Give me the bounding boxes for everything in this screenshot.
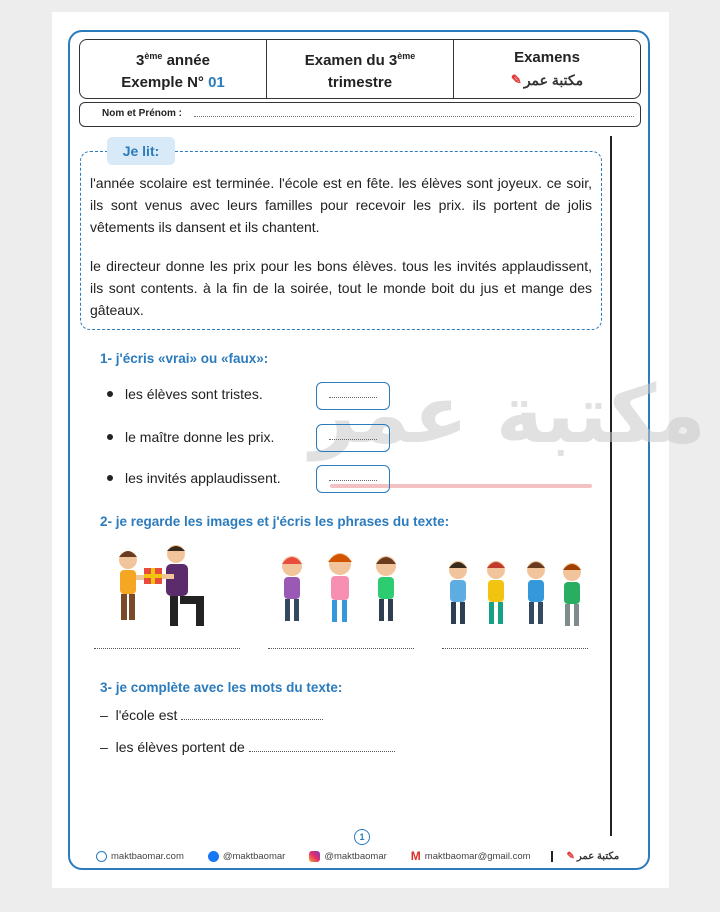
answer-dots bbox=[329, 439, 377, 440]
exam-title-text: Examen du 3 bbox=[304, 51, 398, 69]
bullet-icon bbox=[107, 391, 113, 397]
completion-text-2: les élèves portent de bbox=[115, 739, 245, 755]
completion-text-1: l'école est bbox=[115, 707, 178, 723]
email-text: maktbaomar@gmail.com bbox=[424, 850, 531, 862]
statement-3: les invités applaudissent. bbox=[125, 470, 281, 486]
gmail-icon: M bbox=[410, 849, 421, 863]
pen-icon: ✎ bbox=[510, 72, 522, 87]
footer-logo bbox=[567, 851, 620, 862]
true-false-item bbox=[107, 429, 274, 445]
gift-box bbox=[144, 568, 162, 584]
reading-paragraph-2: le directeur donne les prix pour les bons élèves. tous les invités applaudissent, ils sont contents. à la fin de la soirée, tout le monde boit du jus et mange des gâteaux. bbox=[90, 258, 592, 318]
exam-title-sup: ème bbox=[397, 50, 416, 61]
footer-email[interactable] bbox=[411, 849, 531, 863]
exam-header bbox=[79, 39, 641, 99]
image-happy-kids bbox=[272, 548, 412, 628]
footer-separator bbox=[551, 851, 553, 862]
name-dotted-line bbox=[194, 116, 634, 117]
footer-logo-text: مكتبة عمر bbox=[576, 850, 620, 862]
reading-tag: Je lit: bbox=[107, 137, 175, 165]
bullet-icon bbox=[107, 434, 113, 440]
website-text: maktbaomar.com bbox=[111, 850, 184, 862]
image-answer-line-2[interactable] bbox=[268, 648, 414, 649]
example-number: 01 bbox=[208, 73, 225, 91]
page-number: 1 bbox=[354, 829, 370, 845]
kid-a bbox=[449, 561, 467, 624]
true-false-item bbox=[107, 470, 281, 486]
true-false-item bbox=[107, 386, 263, 402]
question-3-title: 3- je complète avec les mots du texte: bbox=[100, 680, 343, 695]
pen-icon: ✎ bbox=[566, 850, 575, 862]
kid-1 bbox=[282, 556, 302, 621]
exam-title bbox=[305, 45, 416, 72]
facebook-text: @maktbaomar bbox=[222, 850, 286, 862]
question-1-title: 1- j'écris «vrai» ou «faux»: bbox=[100, 351, 269, 366]
kid-c bbox=[527, 561, 545, 624]
question-2-title: 2- je regarde les images et j'écris les phrases du texte: bbox=[100, 514, 450, 529]
level-sup: ème bbox=[144, 50, 163, 61]
facebook-icon bbox=[208, 851, 219, 862]
name-field[interactable] bbox=[79, 102, 641, 127]
dash-marker: – bbox=[100, 739, 108, 755]
reading-paragraph-1: l'année scolaire est terminée. l'école est en fête. les élèves sont joyeux. ce soir, ils sont venus avec leurs familles pour recevoir les prix. ils portent de jolis vêtements ils dansent et ils chantent. bbox=[90, 175, 592, 235]
watermark: مكتبة عمر bbox=[310, 368, 706, 461]
answer-box-3[interactable] bbox=[316, 465, 390, 493]
footer-website[interactable] bbox=[96, 851, 184, 862]
image-answer-line-3[interactable] bbox=[442, 648, 588, 649]
kid-d bbox=[563, 563, 581, 626]
exam-title-cell bbox=[267, 40, 454, 98]
statement-2: le maître donne les prix. bbox=[125, 429, 275, 445]
answer-box-2[interactable] bbox=[316, 424, 390, 452]
answer-box-1[interactable] bbox=[316, 382, 390, 410]
kid-b bbox=[487, 561, 505, 624]
brand-logo-text: مكتبة عمر bbox=[523, 72, 584, 88]
instagram-icon bbox=[309, 851, 320, 862]
completion-item-1 bbox=[100, 707, 323, 723]
kid-2 bbox=[328, 553, 352, 622]
image-dancing-kids bbox=[442, 556, 590, 632]
man-figure bbox=[162, 545, 204, 626]
name-label: Nom et Prénom : bbox=[102, 108, 183, 119]
brand-logo bbox=[511, 69, 583, 91]
completion-item-2 bbox=[100, 739, 395, 755]
footer-instagram[interactable] bbox=[309, 851, 386, 862]
answer-dots bbox=[329, 397, 377, 398]
brand-cell bbox=[454, 40, 640, 98]
level-text bbox=[136, 45, 210, 72]
brand-title: Examens bbox=[514, 49, 580, 66]
footer-facebook[interactable] bbox=[208, 851, 285, 862]
dash-marker: – bbox=[100, 707, 108, 723]
bullet-icon bbox=[107, 475, 113, 481]
level-num: 3 bbox=[136, 51, 145, 69]
footer bbox=[96, 848, 626, 864]
example-label: Exemple N° bbox=[121, 73, 204, 91]
instagram-text: @maktbaomar bbox=[324, 850, 387, 862]
globe-icon bbox=[96, 851, 107, 862]
margin-line bbox=[610, 136, 612, 836]
kid-3 bbox=[376, 556, 396, 621]
exam-subtitle: trimestre bbox=[327, 73, 393, 91]
level-word: année bbox=[162, 51, 210, 69]
completion-blank-2[interactable] bbox=[249, 751, 395, 752]
statement-1: les élèves sont tristes. bbox=[125, 386, 263, 402]
image-prize-giving bbox=[100, 540, 220, 635]
boy-figure bbox=[119, 551, 148, 620]
image-answer-line-1[interactable] bbox=[94, 648, 240, 649]
level-cell bbox=[80, 40, 267, 98]
example-text bbox=[121, 72, 225, 94]
completion-blank-1[interactable] bbox=[181, 719, 323, 720]
answer-dots bbox=[329, 480, 377, 481]
